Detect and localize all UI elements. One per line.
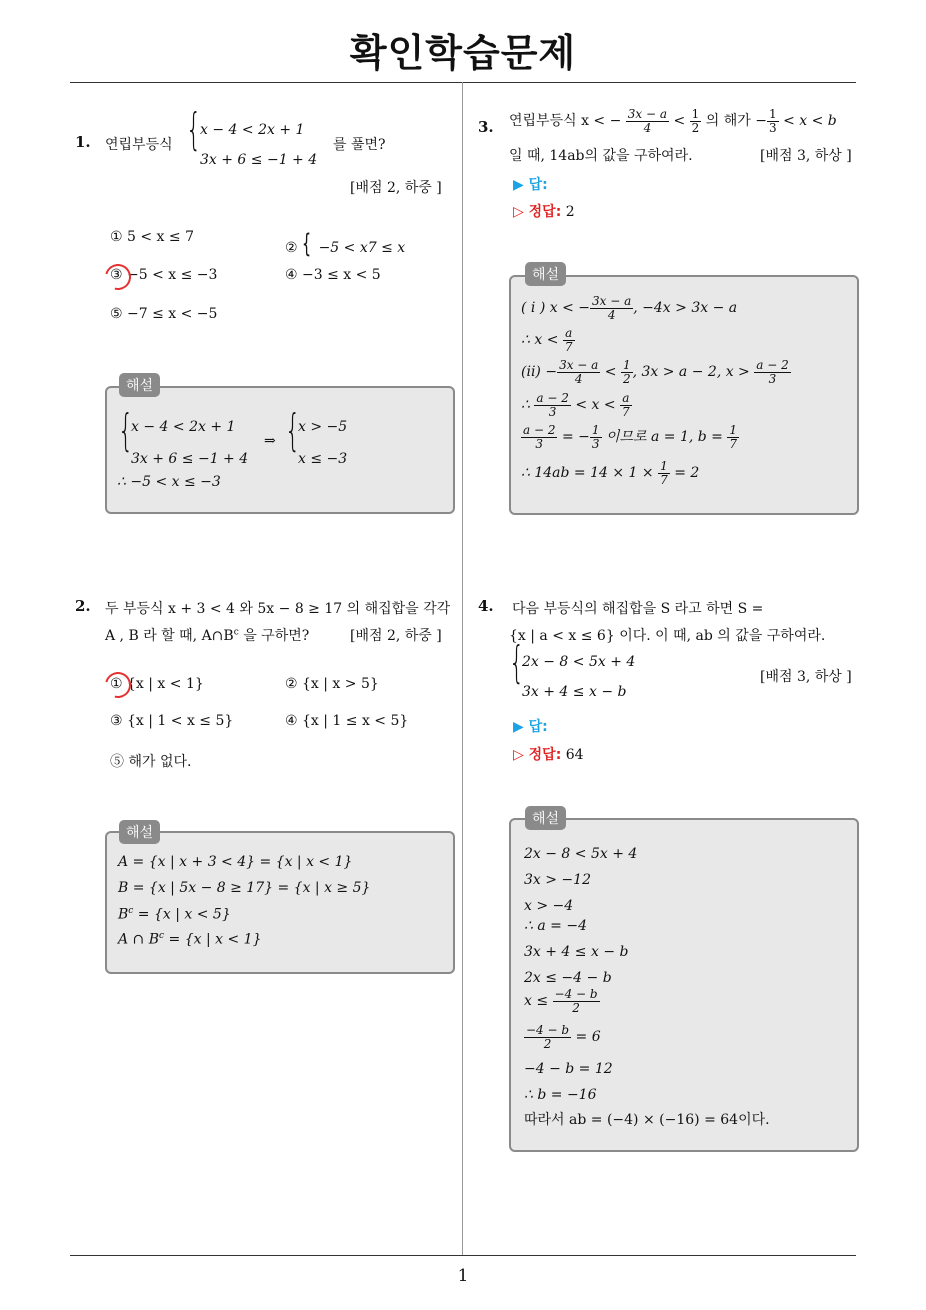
q4-sol-line-6: 2x ≤ −4 − b xyxy=(524,970,612,986)
q3-solution-tag: 해설 xyxy=(525,262,566,286)
q1-solution-tag: 해설 xyxy=(119,373,160,397)
q3-number: 3. xyxy=(478,118,494,136)
q4-sol-line-3: x > −4 xyxy=(524,898,574,914)
q1-meta: [배점 2, 하중 ] xyxy=(350,180,442,196)
q4-answer-label: ▶ 답: xyxy=(513,719,548,735)
q2-answer-mark xyxy=(100,667,136,703)
q4-sol-line-5: 3x + 4 ≤ x − b xyxy=(524,944,629,960)
bottom-rule xyxy=(70,1255,856,1256)
q4-sol-line-11: 따라서 ab = (−4) × (−16) = 64이다. xyxy=(524,1112,770,1128)
q2-line-2: A , B 라 할 때, $A\cap B^c$ 을 구하면? xyxy=(105,627,310,644)
top-rule xyxy=(70,82,856,83)
q3-correct: ▷ 정답: 2 xyxy=(513,204,575,220)
q4-sol-line-1: 2x − 8 < 5x + 4 xyxy=(524,846,638,862)
q4-sol-line-2: 3x > −12 xyxy=(524,872,591,888)
q4-sol-line-9: −4 − b = 12 xyxy=(524,1061,613,1077)
q3-line-1: 연립부등식 x < − $\frac{3x - a}{4}$ < $\frac{1}{2}$ 의 해가 − $\frac{1}{3}$ < x < b xyxy=(509,107,837,135)
q3-sol-line-2: ∴ x < $\frac{a}{7}$ xyxy=(521,326,573,354)
q2-option-4: ④ {x | 1 ≤ x < 5} xyxy=(285,713,409,729)
q2-number: 2. xyxy=(75,597,91,615)
q2-sol-line-2: B = {x | 5x − 8 ≥ 17} = {x | x ≥ 5} xyxy=(118,880,371,896)
page-number: 1 xyxy=(457,1266,469,1286)
q1-option-4: ④ −3 ≤ x < 5 xyxy=(285,267,381,283)
q2-sol-line-3: $B^c = \{x$ | x < 5} xyxy=(118,906,231,923)
q2-meta: [배점 2, 하중 ] xyxy=(350,628,442,644)
q1-intro: 연립부등식 xyxy=(105,137,173,153)
q4-brace: { xyxy=(509,637,525,688)
q4-meta: [배점 3, 하상 ] xyxy=(760,669,852,685)
q4-system-2: 3x + 4 ≤ x − b xyxy=(522,684,627,700)
column-divider xyxy=(462,82,463,1255)
q1-sol-arrow: ⇒ xyxy=(264,433,276,449)
q3-sol-line-5: $\frac{a - 2}{3}$ = − $\frac{1}{3}$ 이므로 a = 1, b = $\frac{1}{7}$ xyxy=(523,423,737,451)
q2-line-1: 두 부등식 x + 3 < 4 와 5x − 8 ≥ 17 의 해집합을 각각 xyxy=(105,601,451,617)
q1-option-1: ① 5 < x ≤ 7 xyxy=(110,229,194,245)
q3-sol-line-3: (ii) − $\frac{3x - a}{4}$ < $\frac{1}{2}$ , 3x > a − 2, x > $\frac{a - 2}{3}$ xyxy=(521,358,789,386)
q1-sol-line-1: x − 4 < 2x + 1 xyxy=(131,419,236,435)
page-title: 확인학습문제 xyxy=(349,31,577,75)
q1-sol-line-2: 3x + 6 ≤ −1 + 4 xyxy=(131,451,249,467)
q1-brace: { xyxy=(186,104,202,155)
q4-line-1: 다음 부등식의 해집합을 S 라고 하면 S = xyxy=(512,601,764,617)
q3-sol-line-1: ( i ) x < − $\frac{3x - a}{4}$ , −4x > 3x − a xyxy=(521,294,738,322)
q1-sol-conclusion: ∴ −5 < x ≤ −3 xyxy=(117,474,221,490)
q4-sol-line-8: $\frac{-4 - b}{2}$ = 6 xyxy=(526,1023,601,1051)
q1-option-3: ③ −5 < x ≤ −3 xyxy=(110,267,218,283)
q4-number: 4. xyxy=(478,597,494,615)
q4-system-1: 2x − 8 < 5x + 4 xyxy=(522,654,636,670)
q2-option-3: ③ {x | 1 < x ≤ 5} xyxy=(110,713,234,729)
q2-solution-box xyxy=(105,831,455,974)
q1-option-2: ② { −5 < x7 ≤ x xyxy=(285,229,406,259)
q1-sol-right-1: x > −5 xyxy=(298,419,348,435)
q4-line-2: {x | a < x ≤ 6} 이다. 이 때, ab 의 값을 구하여라. xyxy=(509,628,826,644)
q2-solution-tag: 해설 xyxy=(119,820,160,844)
q4-sol-line-4: ∴ a = −4 xyxy=(524,918,587,934)
q4-solution-tag: 해설 xyxy=(525,806,566,830)
q1-answer-mark xyxy=(100,259,136,295)
q4-sol-line-7: x ≤ $\frac{-4 - b}{2}$ xyxy=(524,987,598,1015)
q1-number: 1. xyxy=(75,133,91,151)
q1-system-2: 3x + 6 ≤ −1 + 4 xyxy=(200,152,318,168)
q3-sol-line-4: ∴ $\frac{a - 2}{3}$ < x < $\frac{a}{7}$ xyxy=(521,391,630,419)
q2-option-1: ① {x | x < 1} xyxy=(110,676,204,692)
q3-answer-label: ▶ 답: xyxy=(513,177,548,193)
q2-option-2: ② {x | x > 5} xyxy=(285,676,379,692)
q1-sol-brace-right: { xyxy=(285,405,301,456)
q1-system-1: x − 4 < 2x + 1 xyxy=(200,122,305,138)
q3-meta: [배점 3, 하상 ] xyxy=(760,148,852,164)
q1-sol-right-2: x ≤ −3 xyxy=(298,451,348,467)
q2-sol-line-1: A = {x | x + 3 < 4} = {x | x < 1} xyxy=(118,854,353,870)
q3-line-2: 일 때, 14ab의 값을 구하여라. xyxy=(509,148,693,164)
q4-sol-line-10: ∴ b = −16 xyxy=(524,1087,597,1103)
q2-sol-line-4: A ∩ $B^c = \{x$ | x < 1} xyxy=(118,931,262,948)
q1-option-5: ⑤ −7 ≤ x < −5 xyxy=(110,306,218,322)
q2-option-5: ⑤ 해가 없다. xyxy=(110,754,192,770)
q4-correct: ▷ 정답: 64 xyxy=(513,747,584,763)
q3-sol-line-6: ∴ 14ab = 14 × 1 × $\frac{1}{7}$ = 2 xyxy=(521,459,700,487)
q1-sol-brace-left: { xyxy=(118,405,134,456)
q1-ask: 를 풀면? xyxy=(333,137,386,153)
q1-solution-box xyxy=(105,386,455,514)
